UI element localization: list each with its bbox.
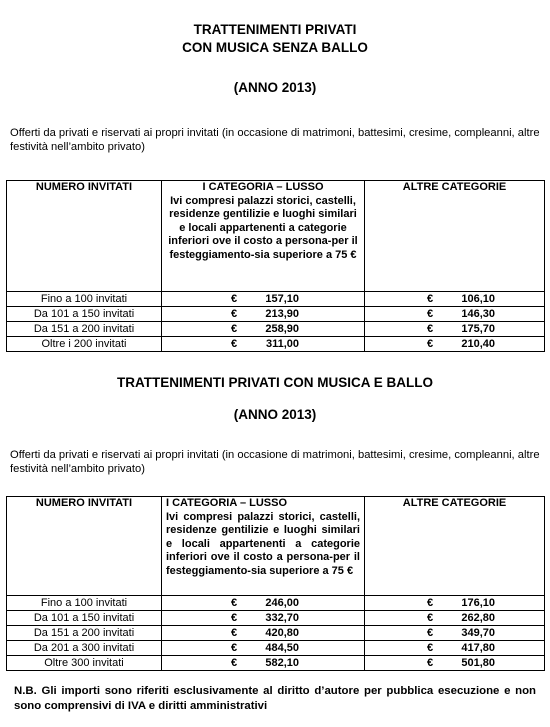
row-price-lusso [162,292,365,307]
row-price-lusso [162,307,365,322]
header-categoria-lusso-desc: Ivi compresi palazzi storici, castelli, residenze gentilizie e luoghi similari e locali appartenenti a categorie inferiori ove il costo a persona-per il festeggiamento-sia superiore a 75 € [166,510,360,577]
table-row [7,337,545,352]
table-row [7,611,545,626]
section1-table-body [7,292,545,352]
row-price-altre [365,337,545,352]
currency-symbol: € [231,338,238,350]
header-categoria-lusso-title: I CATEGORIA – LUSSO [166,497,288,509]
table-header-row [7,497,545,596]
header-categoria-lusso-title: I CATEGORIA – LUSSO [202,181,324,193]
currency-symbol: € [231,323,238,335]
row-price-altre [365,641,545,656]
row-price-lusso [162,337,365,352]
price-value: 262,80 [461,612,495,624]
row-price-altre [365,656,545,671]
row-price-altre [365,626,545,641]
currency-symbol: € [231,597,238,609]
price-value: 501,80 [461,657,495,669]
price-value: 176,10 [461,597,495,609]
row-range: Da 101 a 150 invitati [7,611,162,626]
row-range: Oltre i 200 invitati [7,337,162,352]
table-row [7,322,545,337]
header-altre-categorie: ALTRE CATEGORIE [365,181,545,292]
row-range: Da 101 a 150 invitati [7,307,162,322]
header-categoria-lusso [162,497,365,596]
price-value: 246,00 [265,597,299,609]
table-row [7,292,545,307]
row-range: Da 151 a 200 invitati [7,322,162,337]
currency-symbol: € [231,293,238,305]
section1-intro: Offerti da privati e riservati ai propri invitati (in occasione di matrimoni, battesimi, cresime, compleanni, altre festività nell’ambito privato) [10,127,540,153]
header-altre-categorie: ALTRE CATEGORIE [365,497,545,596]
row-price-lusso [162,641,365,656]
row-range: Fino a 100 invitati [7,292,162,307]
currency-symbol: € [427,293,434,305]
table-header-row [7,181,545,292]
row-price-lusso [162,656,365,671]
currency-symbol: € [231,657,238,669]
section2-year: (ANNO 2013) [233,407,317,422]
row-price-altre [365,611,545,626]
currency-symbol: € [231,642,238,654]
currency-symbol: € [427,597,434,609]
section2-title: TRATTENIMENTI PRIVATI CON MUSICA E BALLO [117,375,433,390]
price-value: 258,90 [265,323,299,335]
price-value: 146,30 [461,308,495,320]
row-price-lusso [162,626,365,641]
table-row [7,626,545,641]
price-value: 349,70 [461,627,495,639]
table-row [7,641,545,656]
table-row [7,307,545,322]
price-value: 213,90 [265,308,299,320]
currency-symbol: € [427,657,434,669]
row-price-lusso [162,322,365,337]
currency-symbol: € [427,308,434,320]
price-value: 157,10 [265,293,299,305]
row-range: Oltre 300 invitati [7,656,162,671]
section2-intro: Offerti da privati e riservati ai propri invitati (in occasione di matrimoni, battesimi, cresime, compleanni, altre festività nell’ambito privato) [10,449,540,475]
section1-title-line1: TRATTENIMENTI PRIVATI [193,22,357,37]
price-value: 484,50 [265,642,299,654]
currency-symbol: € [231,308,238,320]
row-price-lusso [162,596,365,611]
section1-title-line2: CON MUSICA SENZA BALLO [182,40,368,55]
header-categoria-lusso [162,181,365,292]
header-categoria-lusso-desc: Ivi compresi palazzi storici, castelli, residenze gentilizie e luoghi similari e locali appartenenti a categorie inferiori ove il costo a persona-per il festeggiamento-sia superiore a 75 € [168,194,358,261]
row-price-altre [365,307,545,322]
table-row [7,596,545,611]
currency-symbol: € [427,338,434,350]
section1-tariff-table [6,180,545,352]
section2-tariff-table [6,496,545,671]
legal-note: N.B. Gli importi sono riferiti esclusivamente al diritto d’autore per pubblica esecuzione e non sono comprensivi di IVA e diritti amministrativi [14,685,536,712]
row-range: Da 151 a 200 invitati [7,626,162,641]
row-range: Da 201 a 300 invitati [7,641,162,656]
currency-symbol: € [427,627,434,639]
row-price-altre [365,322,545,337]
table-row [7,656,545,671]
section2-table-body [7,596,545,671]
price-value: 175,70 [461,323,495,335]
section1-year: (ANNO 2013) [233,80,317,95]
price-value: 106,10 [461,293,495,305]
currency-symbol: € [231,627,238,639]
price-value: 420,80 [265,627,299,639]
currency-symbol: € [427,323,434,335]
price-value: 311,00 [265,338,299,350]
currency-symbol: € [427,612,434,624]
row-range: Fino a 100 invitati [7,596,162,611]
price-value: 417,80 [461,642,495,654]
currency-symbol: € [427,642,434,654]
currency-symbol: € [231,612,238,624]
price-value: 332,70 [265,612,299,624]
price-value: 582,10 [265,657,299,669]
row-price-altre [365,292,545,307]
header-numero-invitati: NUMERO INVITATI [7,497,162,596]
price-value: 210,40 [461,338,495,350]
row-price-altre [365,596,545,611]
row-price-lusso [162,611,365,626]
header-numero-invitati: NUMERO INVITATI [7,181,162,292]
